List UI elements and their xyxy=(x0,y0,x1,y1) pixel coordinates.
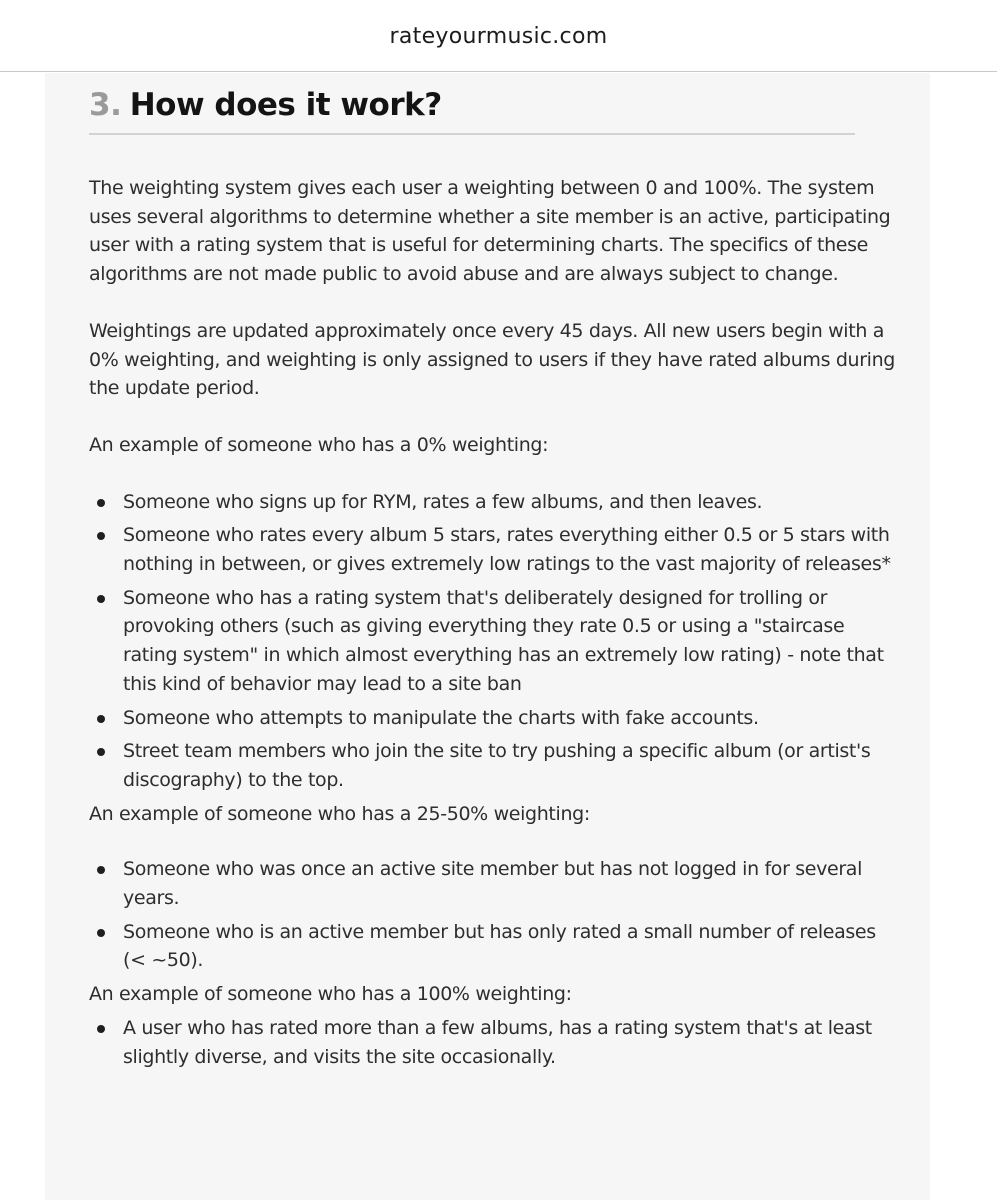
list-item-text: Street team members who join the site to try pushing a specific album (or artist's discography) to the top. xyxy=(123,740,871,791)
bullet-icon xyxy=(97,715,105,723)
bullet-icon xyxy=(97,748,105,756)
example-0-list xyxy=(89,488,899,795)
list-item xyxy=(89,737,899,794)
paragraph: Weightings are updated approximately once every 45 days. All new users begin with a 0% weighting, and weighting is only assigned to users if they have rated albums during the update period. xyxy=(89,319,896,400)
list-item xyxy=(89,584,899,699)
section-title: How does it work? xyxy=(129,87,442,123)
bullet-icon xyxy=(97,499,105,507)
list-item xyxy=(89,521,899,578)
list-item xyxy=(89,488,899,517)
list-item xyxy=(89,1014,899,1071)
url-text[interactable]: rateyourmusic.com xyxy=(389,24,608,49)
section-heading xyxy=(89,87,855,135)
list-item-text: Someone who attempts to manipulate the charts with fake accounts. xyxy=(123,706,759,729)
list-item xyxy=(89,918,899,975)
bullet-icon xyxy=(97,929,105,937)
list-item-text: Someone who has a rating system that's deliberately designed for trolling or provoking others (such as giving everything they rate 0.5 or using a "staircase rating system" in which almost everything has an extremely low rating) - note that this kind of behavior may lead to a site ban xyxy=(123,586,884,695)
address-bar[interactable] xyxy=(0,0,997,72)
example-25-intro: An example of someone who has a 25-50% weighting: xyxy=(89,802,590,825)
section-number: 3. xyxy=(89,87,122,123)
example-100-intro: An example of someone who has a 100% weighting: xyxy=(89,983,572,1006)
bullet-icon xyxy=(97,866,105,874)
example-25-list xyxy=(89,855,899,975)
bullet-icon xyxy=(97,1025,105,1033)
bullet-icon xyxy=(97,595,105,603)
list-item xyxy=(89,855,899,912)
list-item-text: A user who has rated more than a few albums, has a rating system that's at least slightly diverse, and visits the site occasionally. xyxy=(123,1016,872,1068)
paragraph: The weighting system gives each user a weighting between 0 and 100%. The system uses several algorithms to determine whether a site member is an active, participating user with a rating system that is useful for determining charts. The specifics of these algorithms are not made public to avoid abuse and are always subject to change. xyxy=(89,177,891,286)
list-item xyxy=(89,704,899,733)
list-item-text: Someone who signs up for RYM, rates a few albums, and then leaves. xyxy=(123,490,763,513)
article-body xyxy=(89,174,899,1076)
list-item-text: Someone who rates every album 5 stars, rates everything either 0.5 or 5 stars with nothing in between, or gives extremely low ratings to the vast majority of releases* xyxy=(123,524,891,576)
article-panel xyxy=(45,73,930,1200)
bullet-icon xyxy=(97,532,105,540)
example-100-list xyxy=(89,1014,899,1071)
example-0-intro: An example of someone who has a 0% weighting: xyxy=(89,433,549,456)
list-item-text: Someone who is an active member but has only rated a small number of releases (< ~50). xyxy=(123,920,876,972)
list-item-text: Someone who was once an active site member but has not logged in for several years. xyxy=(123,858,863,910)
